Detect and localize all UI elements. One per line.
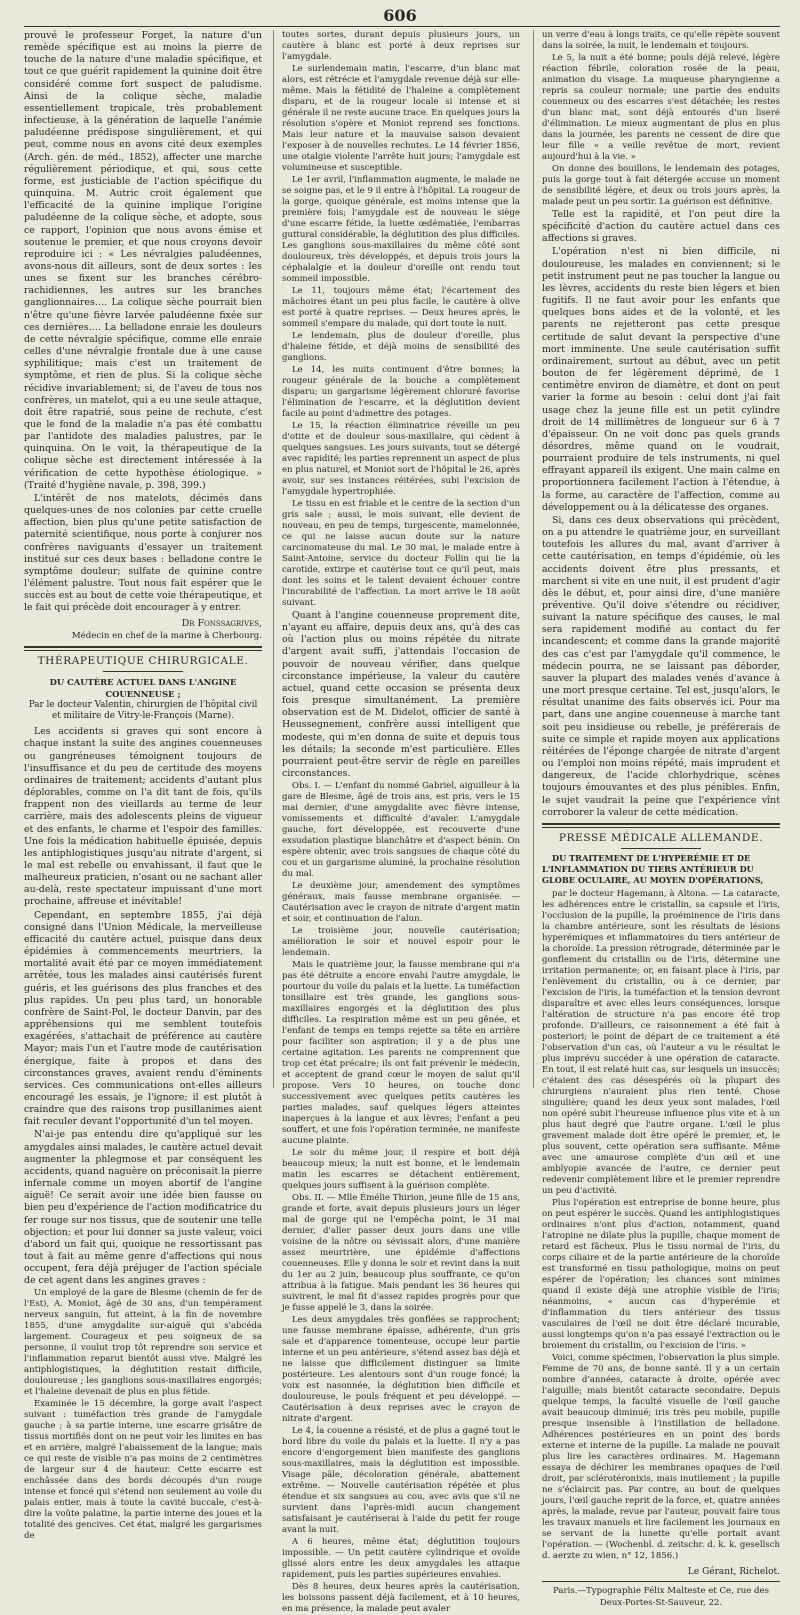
paragraph: Telle est la rapidité, et l'on peut dire la spécificité d'action du cautère actuel dans ces affections si graves. xyxy=(542,209,780,245)
paragraph: un verre d'eau à longs traits, ce qu'elle répète souvent dans la soirée, la nuit, le lendemain et toujours. xyxy=(542,30,780,51)
paragraph: Le 14, les nuits continuent d'être bonnes; la rougeur générale de la bouche a complètement disparu; un gargarisme légèrement chloruré favorise l'élimination de l'escarre, et la déglutition devient facile au point d'admettre des potages. xyxy=(282,365,520,419)
paragraph: Un employé de la gare de Blesme (chemin de fer de l'Est), A. Moniot, âgé de 30 ans, d'un tempérament nerveux sanguin, fut atteint, à la fin de novembre 1855, d'une amygdalite sur-aiguë qui s'abcéda largement. Courageux et peu soigneux de sa personne, il voulut trop tôt reprendre son service et l'inflammation reparut bientôt aussi vive. Malgré les antiphlogistiques, la déglutition restait difficile, douloureuse ; les ganglions sous-maxillaires engorgés; et l'haleine devenait de plus en plus fétide. xyxy=(24,1288,262,1398)
paragraph: Les accidents si graves qui sont encore à chaque instant la suite des angines couenneuses ou gangréneuses témoignent toujours de l'insuffisance et du peu de certitude des moyens ordinaires de traitement; accidents d'autant plus déplorables, comme on l'a dit tant de fois, qu'ils frappent non des vieillards au terme de leur carrière, mais des adolescents pleins de vigueur et des enfants, le charme et l'espoir des familles. Une fois la médication habituelle épuisée, depuis les antiphlogistiques jusqu'au nitrate d'argent, si le mal est rebelle ou envahissant, il faut que le malheureux praticien, n'osant ou ne sachant aller au-delà, reste spectateur impuissant d'une mort prochaine, affreuse et inévitable! xyxy=(24,726,262,908)
author-signature: Dr Fonssagrives, xyxy=(181,617,262,629)
paragraph: Le lendemain, plus de douleur d'oreille, plus d'haleine fétide, et déjà moins de sensibilité des ganglions. xyxy=(282,331,520,363)
paragraph: Le tissu en est friable et le centre de la section d'un gris sale ; aussi, le mois suivant, elle devient de nouveau, en peu de temps, turgescente, mamelonnée, ce qui ne laisse aucun doute sur la nature carcinomateuse du mal. Le 30 mai, le malade entre à Saint-Antoine, service du docteur Follin qui lie la carotide, extirpe et cautérise tout ce qu'il peut, mais dont les soins et le talent devaient échouer contre l'incurabilité de l'affection. La mort arrive le 18 août suivant. xyxy=(282,499,520,608)
column-1 xyxy=(24,30,263,1542)
paragraph: Dès 8 heures, deux heures après la cautérisation, les boissons passent déjà facilement, et à 10 heures, en ma présence, la malade peut avaler xyxy=(282,1582,520,1615)
section-heading: THÉRAPEUTIQUE CHIRURGICALE. xyxy=(37,654,249,667)
paragraph: Le 4, la couenne a résisté, et de plus a gagné tout le bord libre du voile du palais et la luette. Il n'y a pas encore d'engorgement bien manifeste des ganglions sous-maxillaires, mais la déglutition est impossible. Visage pâle, décoloration générale, abattement extrême. — Nouvelle cautérisation répétée et plus étendue et six sangsues au cou, avec avis que s'il ne survient dans l'après-midi aucun changement satisfaisant je cautériserai à l'aide du petit fer rouge avant la nuit. xyxy=(282,1426,520,1536)
paragraph: Cependant, en septembre 1855, j'ai déjà consigné dans l'Union Médicale, la merveilleuse efficacité du cautère actuel, puisque dans deux épidémies à commencements meurtriers, la mortalité avait été par ce moyen immédiatement arrêtée, tous les malades ainsi cautérisés furent guéris, et les guérisons des plus franches et des plus rapides. Un peu plus tard, un honorable confrère de Saint-Pol, le docteur Danvin, par des appréhensions qui me semblent toutefois exagérées, s'attachait de préférence au cautère Mayor; mais l'un et l'autre mode de cautérisation énergique, faite à propos et dans des circonstances graves, avaient rendu d'éminents services. Ces communications ont-elles ailleurs encouragé les essais, je l'ignore; il est plutôt à craindre que des raisons trop pusillanimes aient fait reculer devant l'opportunité d'un tel moyen. xyxy=(24,909,262,1128)
paragraph: Le 11, toujours même état; l'écartement des mâchoires étant un peu plus facile, le cautère à olive est porté à quatre reprises. — Deux heures après, le sommeil s'empare du malade, qui dort toute la nuit. xyxy=(282,286,520,329)
paragraph: par le docteur Hagemann, à Altona. — La cataracte, les adhérences entre le cristallin, sa capsule et l'iris, l'occlusion de la pupille, la proéminence de l'iris dans la chambre antérieure, sont les résultats de lésions hyperémiques et inflammatoires du tiers antérieur de la choroïde. La pression rétrograde, déterminée par le gonflement du cristallin ou de l'iris, détermine une irritation permanente; or, en faisant place à l'iris, par l'enlèvement du cristallin, ou à ce dernier, par l'excision de l'iris, la tuméfaction et la tension devront disparaître et avec elles leurs conséquences, lorsque l'altération de structure n'a pas encore été trop profonde. D'ailleurs, ce raisonnement a été fait à posteriori; le point de départ de ce traitement a été l'observation d'un cas, où l'auteur a vu le résultat le plus imprévu succéder à une opération de cataracte. En tout, il est relaté huit cas, sur lesquels un insuccès; c'étaient des cas désespérés où la plupart des chirurgiens n'auraient plus rien tenté. Chose singulière; quand les deux yeux sont malades, l'œil non opéré subit l'heureuse influence plus vite et à un plus haut degré que l'autre organe. L'œil le plus gravement malade doit être opéré le premier, et, le plus souvent, cette opération sera suffisante. Même avec une amaurose complète d'un œil et une amblyopie avancée de l'autre, ce dernier peut redevenir complètement libre et le premier reprendre un peu d'activité. xyxy=(542,888,780,1196)
paragraph: Obs. II. — Mlle Émélie Thirion, jeune fille de 15 ans, grande et forte, avait depuis plusieurs jours un léger mal de gorge qui ne l'empêcha point, le 31 mai dernier, d'aller passer deux jours dans une ville voisine de la nôtre ou sévissait alors, d'une manière assez meurtrière, une épidémie d'affections couenneuses. Elle y donna le soir et revint dans la nuit du 1er au 2 juin, beaucoup plus souffrante, ce qu'on attribua à la fatigue. Mais pendant les 36 heures qui suivirent, le mal fit d'assez rapides progrès pour que je fusse appelé le 3, dans la soirée. xyxy=(282,1193,520,1314)
paragraph: Examinée le 15 décembre, la gorge avait l'aspect suivant : tuméfaction très grande de l'amygdale gauche ; à sa partie interne, une escarre grisâtre de tissus mortifiés dont on ne peut voir les limites en bas et en arrière, malgré l'abaissement de la langue; mais ce qui reste de visible n'a pas moins de 2 centimètres de largeur sur 4 de hauteur. Cette escarre est enchâssée dans des bords découpés d'un rouge intense et foncé qui s'étend non seulement au voile du palais entier, mais à toute la cavité buccale, c'est-à-dire la voûte palatine, la partie interne des joues et la totalité des gencives. Cet état, malgré les gargarismes de xyxy=(24,1399,262,1542)
short-rule xyxy=(621,848,701,849)
paragraph: N'ai-je pas entendu dire qu'appliqué sur les amygdales ainsi malades, le cautère actuel devait augmenter la phlegmose et par conséquent les accidents, quand naguère on préconisait la pierre infernale comme un moyen abortif de l'angine aiguë! Ce serait avoir une idée bien fausse ou bien peu d'expérience de l'action modificatrice du fer rouge sur nos tissus, que de soutenir une telle objection; et pour lui donner sa juste valeur, voici d'abord un fait qui, quoique ne ressortissant pas tout à fait au même genre d'affections qui nous occupent, fera déjà préjuger de l'action spéciale de cet agent dans les angines graves : xyxy=(24,1129,263,1287)
column-2 xyxy=(282,30,520,1615)
paragraph: Voici, comme spécimen, l'observation la plus simple. Femme de 70 ans, de bonne santé. Il y a un certain nombre d'années, cataracte à droite, opérée avec l'aiguille; mais bientôt cataracte secondaire. Depuis quelque temps, la faculté visuelle de l'œil gauche avait beaucoup diminué; iris très peu mobile, pupille presque insensible à l'instillation de belladone. Adhérences postérieures en un point des bords externe et interne de la pupille. La malade ne pouvait plus lire les caractères ordinaires. M. Hagemann essaya de déchirer les membranes opaques de l'œil droit, par sclérotéronixis, mais inutilement ; la pupille ne s'éclaircit pas. Par contre, au bout de quelques jours, l'œil gauche reprit de la force, et, quatre années après, la malade, revue par l'auteur, pouvait faire tous les travaux manuels et lire facilement les journaux en se servant de la lunette qu'elle portait avant l'opération. — (Wochenbl. d. zeitschr. d. k. k. gesellsch d. aerzte zu wien, n° 12, 1856.) xyxy=(542,1352,781,1561)
case-report xyxy=(282,30,520,609)
section-rule xyxy=(542,823,780,828)
column-divider xyxy=(533,30,534,1088)
short-rule xyxy=(103,671,183,672)
paragraph: Le 15, la réaction éliminatrice réveille un peu d'otite et de douleur sous-maxillaire, qui cèdent à quelques sangsues. Les jours suivants, tout se détergé avec rapidité; les parties reprennent un aspect de plus en plus naturel, et Moniot sort de l'hôpital le 26, après avoir, sur ses instances réitérées, subi l'excision de l'amygdale hypertrophiée. xyxy=(282,421,520,497)
article-title: DU CAUTÈRE ACTUEL DANS L'ANGINE COUENNEUSE ; xyxy=(49,676,237,700)
article-title: DU TRAITEMENT DE L'HYPERÉMIE ET DE L'INFLAMMATION DU TIERS ANTÉRIEUR DU GLOBE OCULAIRE, AU MOYEN D'OPÉRATIONS, xyxy=(542,852,764,885)
printer-footer: Paris.—Typographie Félix Malteste et Ce, rue des Deux-Portes-St-Sauveur, 22. xyxy=(542,1581,780,1609)
section-rule xyxy=(24,646,262,651)
observations xyxy=(282,781,520,1615)
paragraph: L'opération n'est ni bien difficile, ni douloureuse, les malades en conviennent; si le petit instrument peut ne pas toucher la langue ou les lèvres, accidents du reste bien légers et bien fugitifs. Il ne faut avoir pour les enfants que quelques bons aides et de la volonté, et les parents ne rejetteront pas cette presque certitude de salut devant la perspective d'une mort imminente. Une seule cautérisation suffit ordinairement, surtout au début, avec un petit bouton de fer légèrement déprimé, de 1 centimètre environ de diamètre, et dont on peut varier la forme au besoin : celui dont j'ai fait usage chez la jeune fille est un petit cylindre droit de 14 millimètres de longueur sur 6 à 7 d'épaisseur. On ne voit donc pas quels grands désordres, même quand on le voudrait, pourraient produire de tels instruments, ni quel effrayant appareil ils exigent. Une main calme en proportionnera facilement l'action à l'étendue, à la forme, au caractère de l'affection, comme au développement ou à la délicatesse des organes. xyxy=(542,246,780,513)
column-3 xyxy=(542,30,781,1609)
paragraph: Le 1er avril, l'inflammation augmente, le malade ne se soigne pas, et le 9 il entre à l'hôpital. La rougeur de la gorge, quoique générale, est moins intense que la première fois; l'amygdale est de nouveau le siège d'une escarre fétide, la luette œdématiée, l'embarras guttural considérable, la déglutition des plus difficiles. Les ganglions sous-maxillaires du même côté sont douloureux, très développés, et depuis trois jours la céphalalgie et la douleur d'oreille ont rendu tout sommeil impossible. xyxy=(282,175,520,284)
paragraph: Obs. I. — L'enfant du nommé Gabriel, aiguilleur à la gare de Blesme, âgé de trois ans, est pris, vers le 15 mai dernier, d'une amygdalite avec fièvre intense, vomissements et difficulté d'avaler. L'amygdale gauche, fort développée, est recouverte d'une exsudation plastique blanchâtre et d'aspect bénin. On espère obtenir, avec trois sangsues de chaque côté du cou et un gargarisme aluminé, la prochaine résolution du mal. xyxy=(282,781,520,880)
paragraph: Quant à l'angine couenneuse proprement dite, n'ayant eu affaire, depuis deux ans, qu'à des cas où l'action plus ou moins répétée du nitrate d'argent avait suffi, j'attendais l'occasion de pouvoir de nouveau vérifier, dans quelque circonstance impérieuse, la valeur du cautère actuel, quand cette occasion se présenta deux fois presque simultanément. La première observation est de M. Didelot, officier de santé à Heussegnement, confrère aussi intelligent que modeste, qui m'en donna de suite et depuis tous les détails; la seconde m'est particulière. Elles pourraient peut-être servir de règle en pareilles circonstances. xyxy=(282,610,520,780)
paragraph: Les deux amygdales très gonflées se rapprochent; une fausse membrane épaisse, adhérente, d'un gris sale et d'apparence tomenteuse, occupe leur partie interne et un peu antérieure, s'étend assez bas déjà et ne laisse que difficilement distinguer sa limite postérieure. Les alentours sont d'un rouge foncé; la voix est nasonnée, la déglutition bien difficile et douloureuse, le pouls fréquent et peu développé. — Cautérisation à deux reprises avec le crayon de nitrate d'argent. xyxy=(282,1315,520,1425)
article-byline: Par le docteur Valentin, chirurgien de l'hôpital civil et militaire de Vitry-le-François (Marne). xyxy=(28,700,258,722)
case-report xyxy=(24,1288,262,1542)
paragraph: On donne des bouillons, le lendemain des potages, puis la gorge tout à fait détergée accuse un moment de sensibilité légère, et deux ou trois jours après, la malade peut un peu sortir. La guérison est définitive. xyxy=(542,164,780,207)
paragraph: Le 5, la nuit a été bonne; pouls déjà relevé, légère réaction fébrile, coloration rosée de la peau, animation du visage. La muqueuse pharyngienne a repris sa couleur normale; une partie des enduits couenneux ou des escarres s'est détachée; les restes d'un blanc mat, sont déjà entourés d'un liseré d'élimination. Le mieux augmentant de plus en plus dans la journée, les parents ne cessent de dire que leur fille « a veille revêtue de mort, revient aujourd'hui à la vie. » xyxy=(542,53,780,162)
paragraph: Le soir du même jour, il respire et boit déjà beaucoup mieux; la nuit est bonne, et le lendemain matin les escarres se détachent entièrement, quelques jours suffisent à la guérison complète. xyxy=(282,1148,520,1192)
header-rule xyxy=(24,26,780,27)
paragraph: Plus l'opération est entreprise de bonne heure, plus on peut espérer le succès. Quand les antiphlogistiques ordinaires n'ont plus d'action, notamment, quand l'atropine ne dilate plus la pupille, chaque moment de retard est fâcheux. Plus le tissu normal de l'iris, du corps ciliaire et de la partie antérieure de la choroïde est transformé en tissu pathologique, moins on peut espérer de l'opération; les chances sont minimes quand il existe déjà une atrophie visible de l'iris; néanmoins, « aucun cas d'hyperémie et d'inflammation du tiers antérieur des tissus vasculaires de l'œil ne doit être déclaré incurable, aussi longtemps qu'on n'a pas essayé l'extraction ou le broiement du cristallin, ou l'excision de l'iris. » xyxy=(542,1197,780,1351)
paragraph: Mais le quatrième jour, la fausse membrane qui n'a pas été détruite a encore envahi l'autre amygdale, le pourtour du voile du palais et la luette. La tuméfaction tonsillaire est très grande, les ganglions sous-maxillaires engorgés et la déglutition des plus difficiles. La respiration même est un peu gênée, et l'enfant de temps en temps rejette sa tête en arrière pour faciliter son aspiration; il y a de plus une certaine agitation. Les parents ne comprennent que trop cet état précaire; ils ont fait prévenir le médecin, et acceptent de grand cœur le moyen de salut qu'il propose. Vers 10 heures, on touche donc successivement avec quelques petits cautères les parties malades, sauf quelques légers atteintes inaperçues à la langue et aux lèvres; l'enfant a peu souffert, et une fois l'opération terminée, ne manifeste aucune plainte. xyxy=(282,960,520,1147)
author-title: Médecin en chef de la marine à Cherbourg. xyxy=(71,630,262,641)
gerant-signature: Le Gérant, Richelot. xyxy=(687,1566,780,1577)
german-press-article xyxy=(542,853,780,1562)
paragraph: Si, dans ces deux observations qui précèdent, on a pu attendre le quatrième jour, en surveillant toutefois les allures du mal, avant d'arriver à cette cautérisation, en temps d'épidémie, où les accidents doivent être plus pressants, et marchent si vite en une nuit, il est prudent d'agir dès le début, et, pour ainsi dire, d'une manière préventive. Qu'il doive s'étendre ou récidiver, suivant la nature spécifique des causes, le mal sera rapidement modifié au contact du fer incandescent; et comme dans la grande majorité des cas c'est par l'amygdale qu'il commence, le médecin pourra, ne se laissant pas déborder, sauver la plupart des malades venés d'avance à une mort presque certaine. Tel est, jusqu'alors, le résultat unanime des faits observés ici. Pour ma part, dans une angine couenneuse à marche tant soit peu insidieuse ou rebelle, je préférerais de suite ce simple et rapide moyen aux applications réitérées de l'éponge chargée de nitrate d'argent ou l'emploi non moins répété, mais imprudent et dangereux, de l'acide chlorhydrique, scènes toujours émouvantes et des plus pénibles. Enfin, le sujet vaudrait la peine que l'expérience vînt corroborer la valeur de cette médication. xyxy=(542,514,780,818)
paragraph: Le troisième jour, nouvelle cautérisation; amélioration le soir et nouvel espoir pour le lendemain. xyxy=(282,926,520,959)
paragraph: prouvé le professeur Forget, la nature d'un remède spécifique est au moins la pierre de touche de la nature d'une maladie spécifique, et tout ce que guérit rapidement la quinine doit être considéré comme fort suspect de paludisme. Ainsi de la colique sèche, maladie essentiellement tropicale, très probablement infectieuse, à la génération de laquelle l'anémie paludéenne prédispose singulièrement, et qui peut, comme nous en avons cité deux exemples (Arch. gén. de méd., 1852), affecter une marche régulièrement périodique, et qui, sous cette forme, est justiciable de l'action spécifique du quinquina. M. Autric croit également que l'efficacité de la quinine implique l'origine paludéenne de la colique sèche, et adopte, sous ce rapport, l'opinion que nous avons émise et soutenue le premier, et que nous croyons devoir reproduire ici : « Les névralgies paludéennes, avons-nous dit ailleurs, sont de deux sortes : les unes se fixent sur les branches cérébro-rachidiennes, les autres sur les branches ganglionnaires…. La colique sèche pourrait bien n'être qu'une fièvre larvée paludéenne fixée sur ces dernières…. La belladone enraie les douleurs de cette névralgie spécifique, comme elle enraie celles d'une névralgie frontale due à une cause syphilitique; mais c'est un traitement de symptôme, et rien de plus. Si la colique sèche récidive invariablement; si, de l'aveu de tous nos confrères, un matelot, qui a eu une seule attaque, doit être rapatrié, sous peine de rechute, c'est que le fond de la maladie n'a pas été combattu par l'antidote des maladies palustres, par le quinquina. On le voit, la thérapeutique de la colique sèche est directement intéressée à la vérification de cette hypothèse étiologique. » (Traité d'hygiène navale, p. 398, 399.) xyxy=(24,30,262,491)
paragraph: Le deuxième jour, amendement des symptômes généraux, mais fausse membrane organisée. — Cautérisation avec le crayon de nitrate d'argent matin et soir, et continuation de l'alun. xyxy=(282,881,520,925)
section-heading: PRESSE MÉDICALE ALLEMANDE. xyxy=(558,831,764,844)
case-report xyxy=(542,30,780,208)
paragraph: Le surlendemain matin, l'escarre, d'un blanc mat alors, est rétrécie et l'amygdale revenue déjà sur elle-même. Mais la fétidité de l'haleine a complètement disparu, et de la rougeur locale si intense et si générale il ne reste aucune trace. En quelques jours la résolution s'opère et Moniot reprend ses fonctions. Mais leur nature et la mauvaise saison devaient l'exposer à de nouvelles rechutes. Le 14 février 1856, une otalgie violente l'arrête huit jours; l'amygdale est volumineuse et susceptible. xyxy=(282,64,520,173)
paragraph: L'intérêt de nos matelots, décimés dans quelques-unes de nos colonies par cette cruelle affection, bien plus qu'une petite satisfaction de paternité scientifique, nous porte à conjurer nos confrères naviguants d'essayer un traitement institué sur ces deux bases : belladone contre le symptôme douleur; sulfate de quinine contre l'élément palustre. Tout nous fait espérer que le succès est au bout de cette voie thérapeutique, et le fait qui précède doit encourager à y entrer. xyxy=(24,492,262,614)
column-divider xyxy=(273,30,274,1088)
paragraph: A 6 heures, même état; déglutition toujours impossible. — Un petit cautère cylindrique et ovoïde glissé alors entre les deux amygdales les attaque rapidement, puis les parties supérieures envahies. xyxy=(282,1537,520,1581)
page-number: 606 xyxy=(383,6,417,25)
paragraph: toutes sortes, durant depuis plusieurs jours, un cautère à blanc est porté à deux reprises sur l'amygdale. xyxy=(282,30,520,62)
